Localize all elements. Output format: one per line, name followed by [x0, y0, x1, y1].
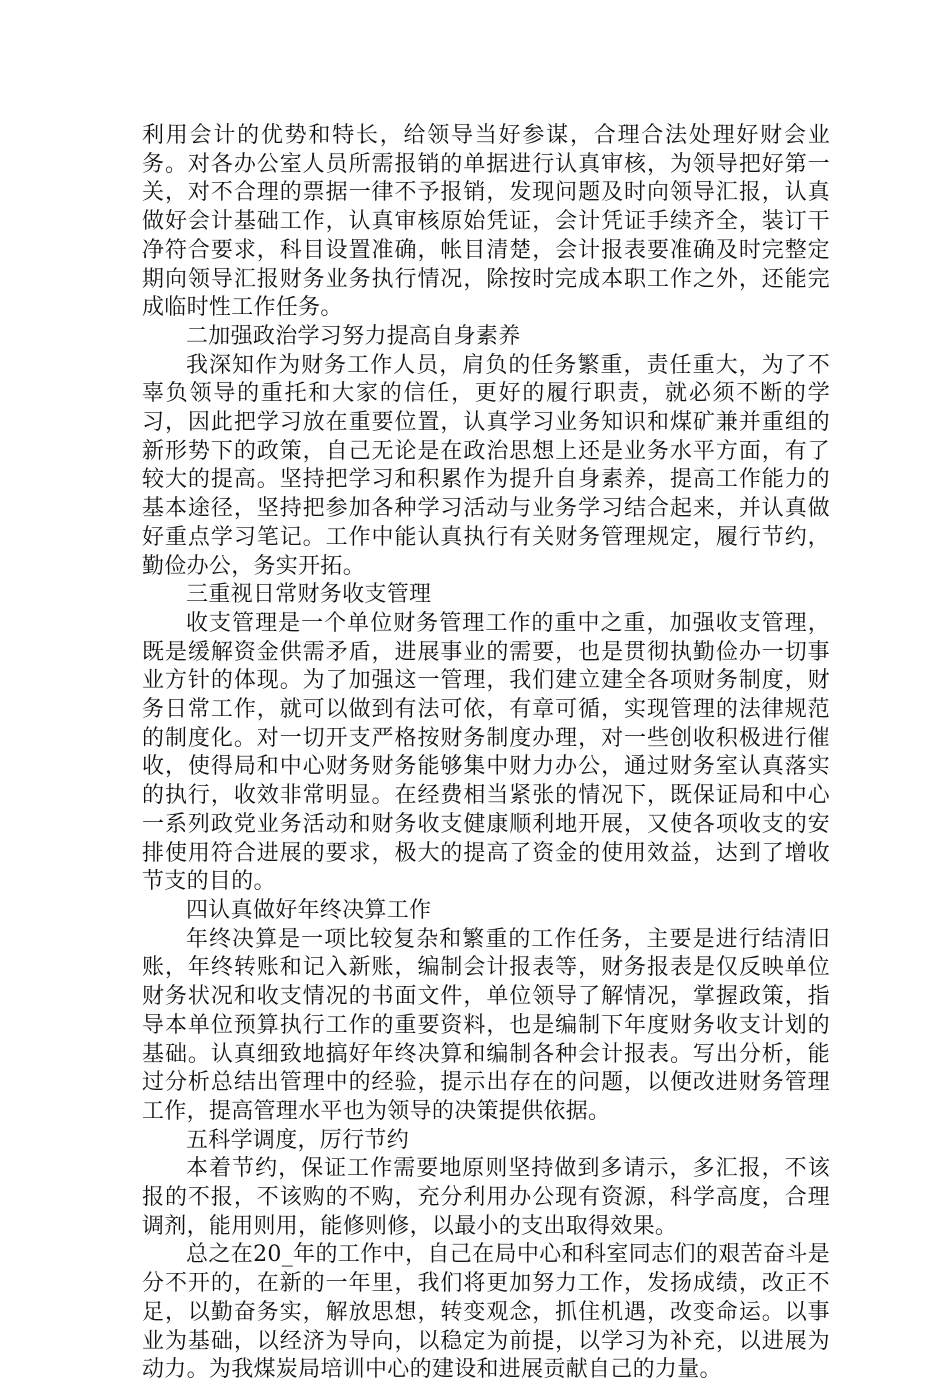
section-heading-4: 四认真做好年终决算工作 [186, 897, 432, 923]
paragraph-continuation: 利用会计的优势和特长，给领导当好参谋，合理合法处理好财会业务。对各办公室人员所需报销的单据进行认真审核，为领导把好第一关，对不合理的票据一律不予报销，发现问题及时向领导汇报，认真做好会计基础工作，认真审核原始凭证，会计凭证手续齐全，装订干净符合要求，科目设置准确，帐目清楚，会计报表要准确及时完整定期向领导汇报财务业务执行情况，除按时完成本职工作之外，还能完成临时性工作任务。 [142, 123, 830, 321]
section-heading-2: 二加强政治学习努力提高自身素养 [186, 323, 521, 349]
paragraph-section-4: 年终决算是一项比较复杂和繁重的工作任务，主要是进行结清旧账，年终转账和记入新账，编制会计报表等，财务报表是仅反映单位财务状况和收支情况的书面文件，单位领导了解情况，掌握政策，指导本单位预算执行工作的重要资料，也是编制下年度财务收支计划的基础。认真细致地搞好年终决算和编制各种会计报表。写出分析，能过分析总结出管理中的经验，提示出存在的问题，以便改进财务管理工作，提高管理水平也为领导的决策提供依据。 [142, 926, 830, 1124]
section-heading-3: 三重视日常财务收支管理 [186, 582, 432, 608]
paragraph-section-2: 我深知作为财务工作人员，肩负的任务繁重，责任重大，为了不辜负领导的重托和大家的信任，更好的履行职责，就必须不断的学习，因此把学习放在重要位置，认真学习业务知识和煤矿兼并重组的新形势下的政策，自己无论是在政治思想上还是业务水平方面，有了较大的提高。坚持把学习和积累作为提升自身素养，提高工作能力的基本途径，坚持把参加各种学习活动与业务学习结合起来，并认真做好重点学习笔记。工作中能认真执行有关财务管理规定，履行节约，勤俭办公，务实开拓。 [142, 352, 830, 579]
paragraph-section-3: 收支管理是一个单位财务管理工作的重中之重，加强收支管理，既是缓解资金供需矛盾，进展事业的需要，也是贯彻执勤俭办一切事业方针的体现。为了加强这一管理，我们建立建全各项财务制度，财务日常工作，就可以做到有法可依，有章可循，实现管理的法律规范的制度化。对一切开支严格按财务制度办理，对一些创收积极进行催收，使得局和中心财务财务能够集中财力办公，通过财务室认真落实的执行，收效非常明显。在经费相当紧张的情况下，既保证局和中心一系列政党业务活动和财务收支健康顺利地开展，又使各项收支的安排使用符合进展的要求，极大的提高了资金的使用效益，达到了增收节支的目的。 [142, 610, 830, 895]
section-heading-5: 五科学调度，厉行节约 [186, 1127, 410, 1153]
paragraph-section-5: 本着节约，保证工作需要地原则坚持做到多请示，多汇报，不该报的不报，不该购的不购，充分利用办公现有资源，科学高度，合理调剂，能用则用，能修则修，以最小的支出取得效果。 [142, 1156, 830, 1239]
paragraph-summary: 总之在20_年的工作中，自己在局中心和科室同志们的艰苦奋斗是分不开的，在新的一年里，我们将更加努力工作，发扬成绩，改正不足，以勤奋务实，解放思想，转变观念，抓住机遇，改变命运。以事业为基础，以经济为导向，以稳定为前提，以学习为补充，以进展为动力。为我煤炭局培训中心的建设和进展贡献自己的力量。 [142, 1242, 830, 1383]
document-body [142, 122, 830, 1385]
